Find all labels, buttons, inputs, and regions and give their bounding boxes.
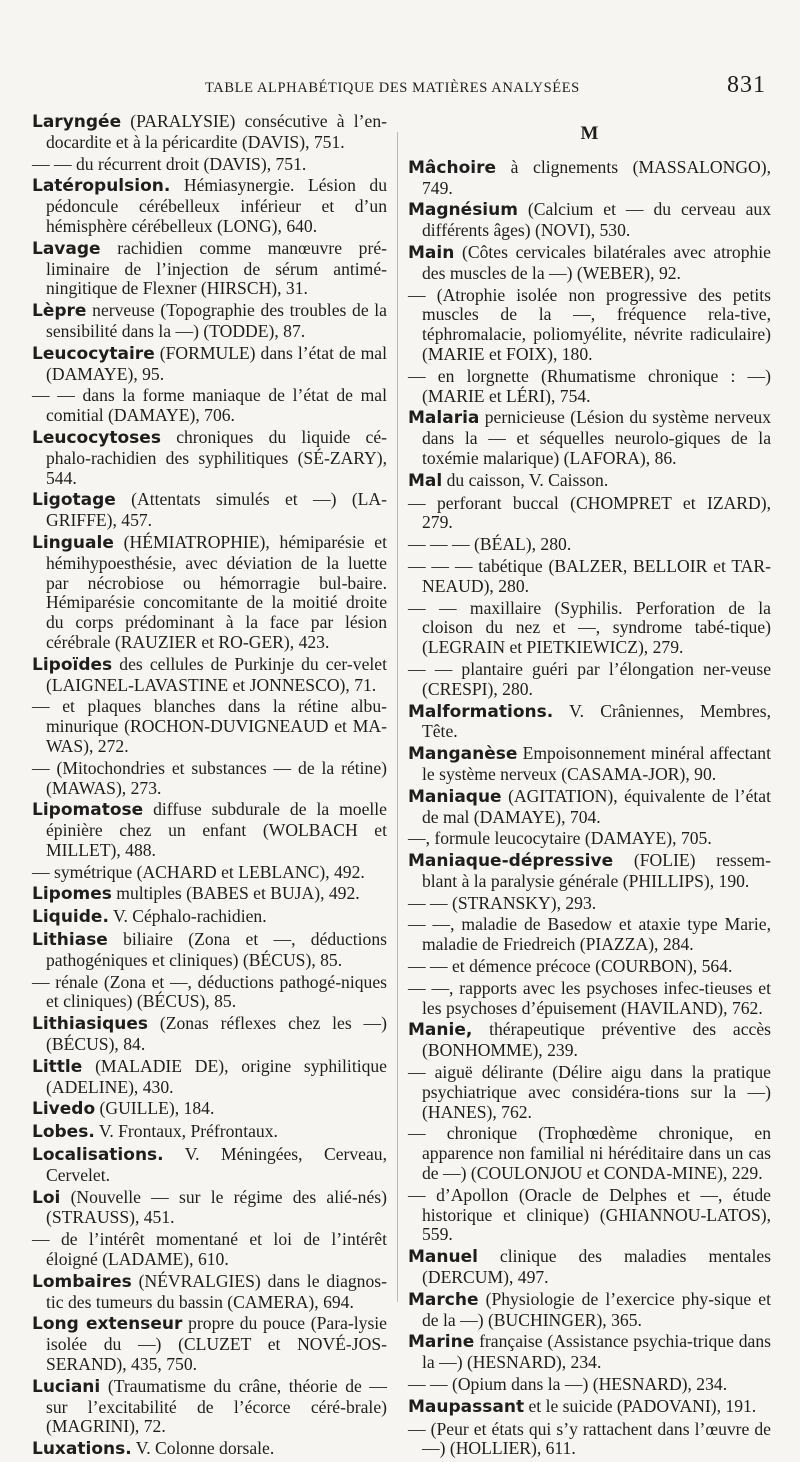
entry-text: (MALADIE DE), origine syphilitique (ADELINE), 430. xyxy=(46,1055,387,1097)
index-entry xyxy=(32,386,387,426)
entry-headword: Laryngée xyxy=(32,112,122,132)
entry-text: — rénale (Zona et —, déductions pathogé-niques et cliniques) (BÉCUS), 85. xyxy=(32,971,387,1012)
entry-headword: Malformations. xyxy=(408,701,554,722)
entry-headword: Mal xyxy=(408,470,443,491)
entry-text: (PARALYSIE) consécutive à l’en-docardite et à la péricardite (DAVIS), 751. xyxy=(46,111,387,152)
index-entry xyxy=(408,702,771,743)
index-entry xyxy=(408,915,771,955)
entry-text: à clignements (MASSALONGO), 749. xyxy=(422,156,771,198)
entry-text: — symétrique (ACHARD et LEBLANC), 492. xyxy=(32,861,365,882)
index-entry xyxy=(32,490,387,531)
index-entry xyxy=(408,557,771,597)
entry-text: nerveuse (Topographie des troubles de la sensibilité dans la —) (TODDE), 87. xyxy=(46,300,387,341)
index-entry xyxy=(408,829,771,849)
entry-headword: Maniaque xyxy=(408,786,502,807)
entry-text: — — dans la forme maniaque de l’état de mal comitial (DAMAYE), 706. xyxy=(32,385,387,426)
entry-text: multiples (BABES et BUJA), 492. xyxy=(116,883,360,904)
entry-text: (Zonas réflexes chez les —) (BÉCUS), 84. xyxy=(46,1013,387,1055)
entry-text: biliaire (Zona et —, déductions pathogéniques et cliniques) (BÉCUS), 85. xyxy=(46,929,387,970)
entry-text: (NÉVRALGIES) dans le diagnos-tic des tumeurs du bassin (CAMERA), 694. xyxy=(46,1270,387,1312)
index-entry xyxy=(408,1290,771,1331)
index-entry xyxy=(408,787,771,828)
index-entry xyxy=(32,428,387,488)
entry-headword: Loi xyxy=(32,1187,61,1208)
index-entry xyxy=(32,1099,387,1120)
entry-headword: Lithiasiques xyxy=(32,1014,149,1035)
entry-headword: Maniaque-dépressive xyxy=(408,851,614,872)
entry-headword: Leucocytoses xyxy=(32,427,161,448)
index-entry xyxy=(32,655,387,696)
entry-headword: Lithiase xyxy=(32,930,108,951)
index-entry xyxy=(32,1439,387,1460)
entry-text: pernicieuse (Lésion du système nerveux dans la — et séquelles neurolo-giques de la toxémie malarique) (LAFORA), 86. xyxy=(422,407,771,468)
entry-text: — —, maladie de Basedow et ataxie type Marie, maladie de Friedreich (PIAZZA), 284. xyxy=(408,914,771,955)
index-entry xyxy=(32,176,387,236)
column-divider xyxy=(397,132,398,1302)
index-entry xyxy=(32,1272,387,1313)
entry-text: V. Méningées, Cerveau, Cervelet. xyxy=(46,1144,387,1185)
index-entry xyxy=(408,535,771,555)
entry-headword: Lipomatose xyxy=(32,800,144,821)
index-entry xyxy=(408,851,771,892)
entry-headword: Lèpre xyxy=(32,301,87,322)
index-entry xyxy=(408,1397,771,1418)
index-entry xyxy=(408,1063,771,1122)
index-entry xyxy=(32,1145,387,1186)
entry-text: (Nouvelle — sur le régime des alié-nés) (STRAUSS), 451. xyxy=(46,1186,387,1228)
entry-headword: Marine xyxy=(408,1332,475,1353)
entry-text: — — — (BÉAL), 280. xyxy=(408,534,572,555)
entry-headword: Latéropulsion. xyxy=(32,176,171,197)
entry-text: thérapeutique préventive des accès (BONHOMME), 239. xyxy=(422,1019,771,1061)
entry-headword: Maupassant xyxy=(408,1396,525,1417)
index-column-right xyxy=(408,120,771,1461)
entry-headword: Little xyxy=(32,1056,83,1077)
entry-text: — — maxillaire (Syphilis. Perforation de la cloison du nez et —, syndrome tabé-tique) (LEGRAIN et PIETKIEWICZ), 279. xyxy=(408,597,771,658)
entry-text: diffuse subdurale de la moelle épinière chez un enfant (WOLBACH et MILLET), 488. xyxy=(46,799,387,860)
entry-text: —, formule leucocytaire (DAMAYE), 705. xyxy=(408,828,712,849)
index-entry xyxy=(32,697,387,756)
index-entry xyxy=(408,894,771,914)
entry-text: (FOLIE) ressem-blant à la paralysie générale (PHILLIPS), 190. xyxy=(422,850,771,891)
entry-text: V. Céphalo-rachidien. xyxy=(113,906,267,927)
index-entry xyxy=(408,744,771,785)
entry-text: V. Frontaux, Préfrontaux. xyxy=(98,1121,278,1142)
entry-text: — —, rapports avec les psychoses infec-tieuses et les psychoses d’épuisement (HAVILAND), 762. xyxy=(408,977,771,1018)
index-entry xyxy=(408,660,771,700)
index-entry xyxy=(32,759,387,799)
entry-text: — — (Opium dans la —) (HESNARD), 234. xyxy=(408,1374,728,1395)
entry-headword: Livedo xyxy=(32,1099,96,1120)
index-entry xyxy=(32,863,387,883)
entry-headword: Magnésium xyxy=(408,200,518,221)
index-entry xyxy=(32,1014,387,1055)
entry-headword: Malaria xyxy=(408,408,480,429)
index-entry xyxy=(408,1186,771,1245)
index-entry xyxy=(32,930,387,971)
entry-headword: Main xyxy=(408,242,455,263)
entry-text: rachidien comme manœuvre pré-liminaire de l’injection de sérum antimé-ningitique de Flexner (HIRSCH), 31. xyxy=(46,237,387,299)
index-entry xyxy=(408,471,771,492)
entry-headword: Localisations. xyxy=(32,1145,164,1166)
running-title: TABLE ALPHABÉTIQUE DES MATIÈRES ANALYSÉES xyxy=(205,80,580,96)
entry-headword: Manie, xyxy=(408,1020,473,1041)
index-entry xyxy=(408,1020,771,1061)
entry-headword: Manuel xyxy=(408,1247,478,1268)
entry-text: (FORMULE) dans l’état de mal (DAMAYE), 95. xyxy=(46,342,387,384)
entry-text: — perforant buccal (CHOMPRET et IZARD), 279. xyxy=(408,492,771,533)
entry-headword: Lavage xyxy=(32,238,101,259)
entry-text: clinique des maladies mentales (DERCUM), 497. xyxy=(422,1246,771,1288)
entry-headword: Lipoïdes xyxy=(32,654,113,675)
entry-headword: Luxations. xyxy=(32,1439,132,1460)
entry-text: française (Assistance psychia-trique dans la —) (HESNARD), 234. xyxy=(422,1331,771,1373)
index-entry xyxy=(32,800,387,860)
entry-text: (Traumatisme du crâne, théorie de — sur l’excitabilité de l’écorce céré-brale) (MAGRINI), 72. xyxy=(46,1375,387,1437)
entry-text: — et plaques blanches dans la rétine albu-minurique (ROCHON-DUVIGNEAUD et MA-WAS), 272. xyxy=(32,696,387,756)
entry-text: — — du récurrent droit (DAVIS), 751. xyxy=(32,153,307,174)
index-entry xyxy=(408,1124,771,1183)
index-entry xyxy=(408,286,771,365)
index-entry xyxy=(408,957,771,977)
index-entry xyxy=(408,599,771,658)
index-entry xyxy=(32,1057,387,1098)
entry-headword: Manganèse xyxy=(408,744,518,765)
entry-headword: Lipomes xyxy=(32,884,112,905)
entry-text: chroniques du liquide cé-phalo-rachidien des syphilitiques (SÉ-ZARY), 544. xyxy=(46,426,387,488)
entry-text: — de l’intérêt momentané et loi de l’intérêt éloigné (LADAME), 610. xyxy=(32,1229,387,1270)
index-column-left xyxy=(32,112,387,1462)
entry-text: — (Mitochondries et substances — de la rétine) (MAWAS), 273. xyxy=(32,757,387,798)
entry-text: (Calcium et — du cerveau aux différents âges) (NOVI), 530. xyxy=(422,199,771,241)
index-entry xyxy=(32,973,387,1013)
entry-text: (GUILLE), 184. xyxy=(99,1098,215,1119)
entry-text: — (Atrophie isolée non progressive des petits muscles de la —, fréquence rela-tive, téphromalacie, poliomyélite, névrite radiculaire) (MARIE et FOIX), 180. xyxy=(408,284,771,364)
index-entry xyxy=(408,1247,771,1288)
entry-text: — (Peur et états qui s’y rattachent dans l’œuvre de —) (HOLLIER), 611. xyxy=(408,1418,771,1459)
entry-headword: Lobes. xyxy=(32,1122,95,1143)
entry-headword: Leucocytaire xyxy=(32,343,155,364)
entry-text: et le suicide (PADOVANI), 191. xyxy=(528,1395,757,1416)
entry-headword: Liquide. xyxy=(32,907,109,928)
entry-text: (Côtes cervicales bilatérales avec atrophie des muscles de la —) (WEBER), 92. xyxy=(422,241,771,283)
entry-text: (Physiologie de l’exercice phy-sique et de la —) (BUCHINGER), 365. xyxy=(422,1288,771,1330)
index-entry xyxy=(32,1230,387,1270)
entry-headword: Lombaires xyxy=(32,1271,132,1292)
entry-text: — — — tabétique (BALZER, BELLOIR et TAR-NEAUD), 280. xyxy=(408,555,771,596)
index-entry xyxy=(32,884,387,905)
entry-headword: Ligotage xyxy=(32,490,116,511)
index-entry xyxy=(32,533,387,653)
entry-text: — d’Apollon (Oracle de Delphes et —, étude historique et clinique) (GHIANNOU-LATOS), 559. xyxy=(408,1184,771,1245)
entry-text: — en lorgnette (Rhumatisme chronique : —) (MARIE et LÉRI), 754. xyxy=(408,365,771,406)
entry-text: — — et démence précoce (COURBON), 564. xyxy=(408,956,733,977)
entry-text: — aiguë délirante (Délire aigu dans la pratique psychiatrique avec considéra-tions sur la —) (HANES), 762. xyxy=(408,1062,771,1122)
entry-text: propre du pouce (Para-lysie isolée du —) (CLUZET et NOVÉ-JOS-SERAND), 435, 750. xyxy=(46,1313,387,1375)
entry-headword: Marche xyxy=(408,1289,479,1310)
index-entry xyxy=(32,1314,387,1374)
entry-text: V. Crâniennes, Membres, Tête. xyxy=(422,700,771,742)
index-entry xyxy=(32,1377,387,1437)
index-entry xyxy=(408,494,771,534)
section-letter: M xyxy=(580,123,599,144)
entry-text: Empoisonnement minéral affectant le système nerveux (CASAMA-JOR), 90. xyxy=(422,743,771,784)
entry-text: — — (STRANSKY), 293. xyxy=(408,892,597,913)
entry-headword: Linguale xyxy=(32,532,114,553)
entry-text: (HÉMIATROPHIE), hémiparésie et hémihypoesthésie, avec déviation de la luette par nécrobiose ou hémorragie bul-baire. Hémiparésie concomitante de la moitié droite du corps prédominant à la face par lésion cérébrale (RAUZIER et RO-GER), 423. xyxy=(46,531,387,652)
entry-text: V. Colonne dorsale. xyxy=(135,1438,275,1459)
index-entry xyxy=(32,239,387,299)
index-entry xyxy=(408,367,771,407)
page-header xyxy=(0,70,800,110)
index-entry xyxy=(32,907,387,928)
index-entry xyxy=(32,344,387,385)
index-entry xyxy=(408,158,771,199)
entry-text: — — plantaire guéri par l’élongation ner-veuse (CRESPI), 280. xyxy=(408,658,771,699)
index-entry xyxy=(32,112,387,153)
entry-text: (AGITATION), équivalente de l’état de mal (DAMAYE), 704. xyxy=(422,785,771,827)
index-entry xyxy=(408,200,771,241)
index-entry xyxy=(32,1188,387,1229)
index-entry xyxy=(408,243,771,284)
entry-text: (Attentats simulés et —) (LA-GRIFFE), 457. xyxy=(46,489,387,531)
entry-headword: Long extenseur xyxy=(32,1314,183,1335)
index-entry xyxy=(32,155,387,175)
index-entry xyxy=(408,1420,771,1460)
page-number: 831 xyxy=(727,72,766,98)
index-entry xyxy=(32,1122,387,1143)
entry-headword: Luciani xyxy=(32,1376,101,1397)
entry-headword: Mâchoire xyxy=(408,157,496,178)
index-entry xyxy=(408,408,771,468)
entry-text: des cellules de Purkinje du cer-velet (LAIGNEL-LAVASTINE et JONNESCO), 71. xyxy=(46,653,387,695)
entry-text: du caisson, V. Caisson. xyxy=(446,469,609,490)
index-entry xyxy=(408,1375,771,1395)
entry-text: — chronique (Trophœdème chronique, en apparence non familial ni héréditaire dans un cas de —) (COULONJOU et CONDA-MINE), 229. xyxy=(408,1123,771,1184)
index-entry xyxy=(32,301,387,342)
index-entry xyxy=(408,979,771,1019)
entry-text: Hémiasynergie. Lésion du pédoncule cérébelleux inférieur et d’un hémisphère cérébelleux (LONG), 640. xyxy=(46,175,387,236)
